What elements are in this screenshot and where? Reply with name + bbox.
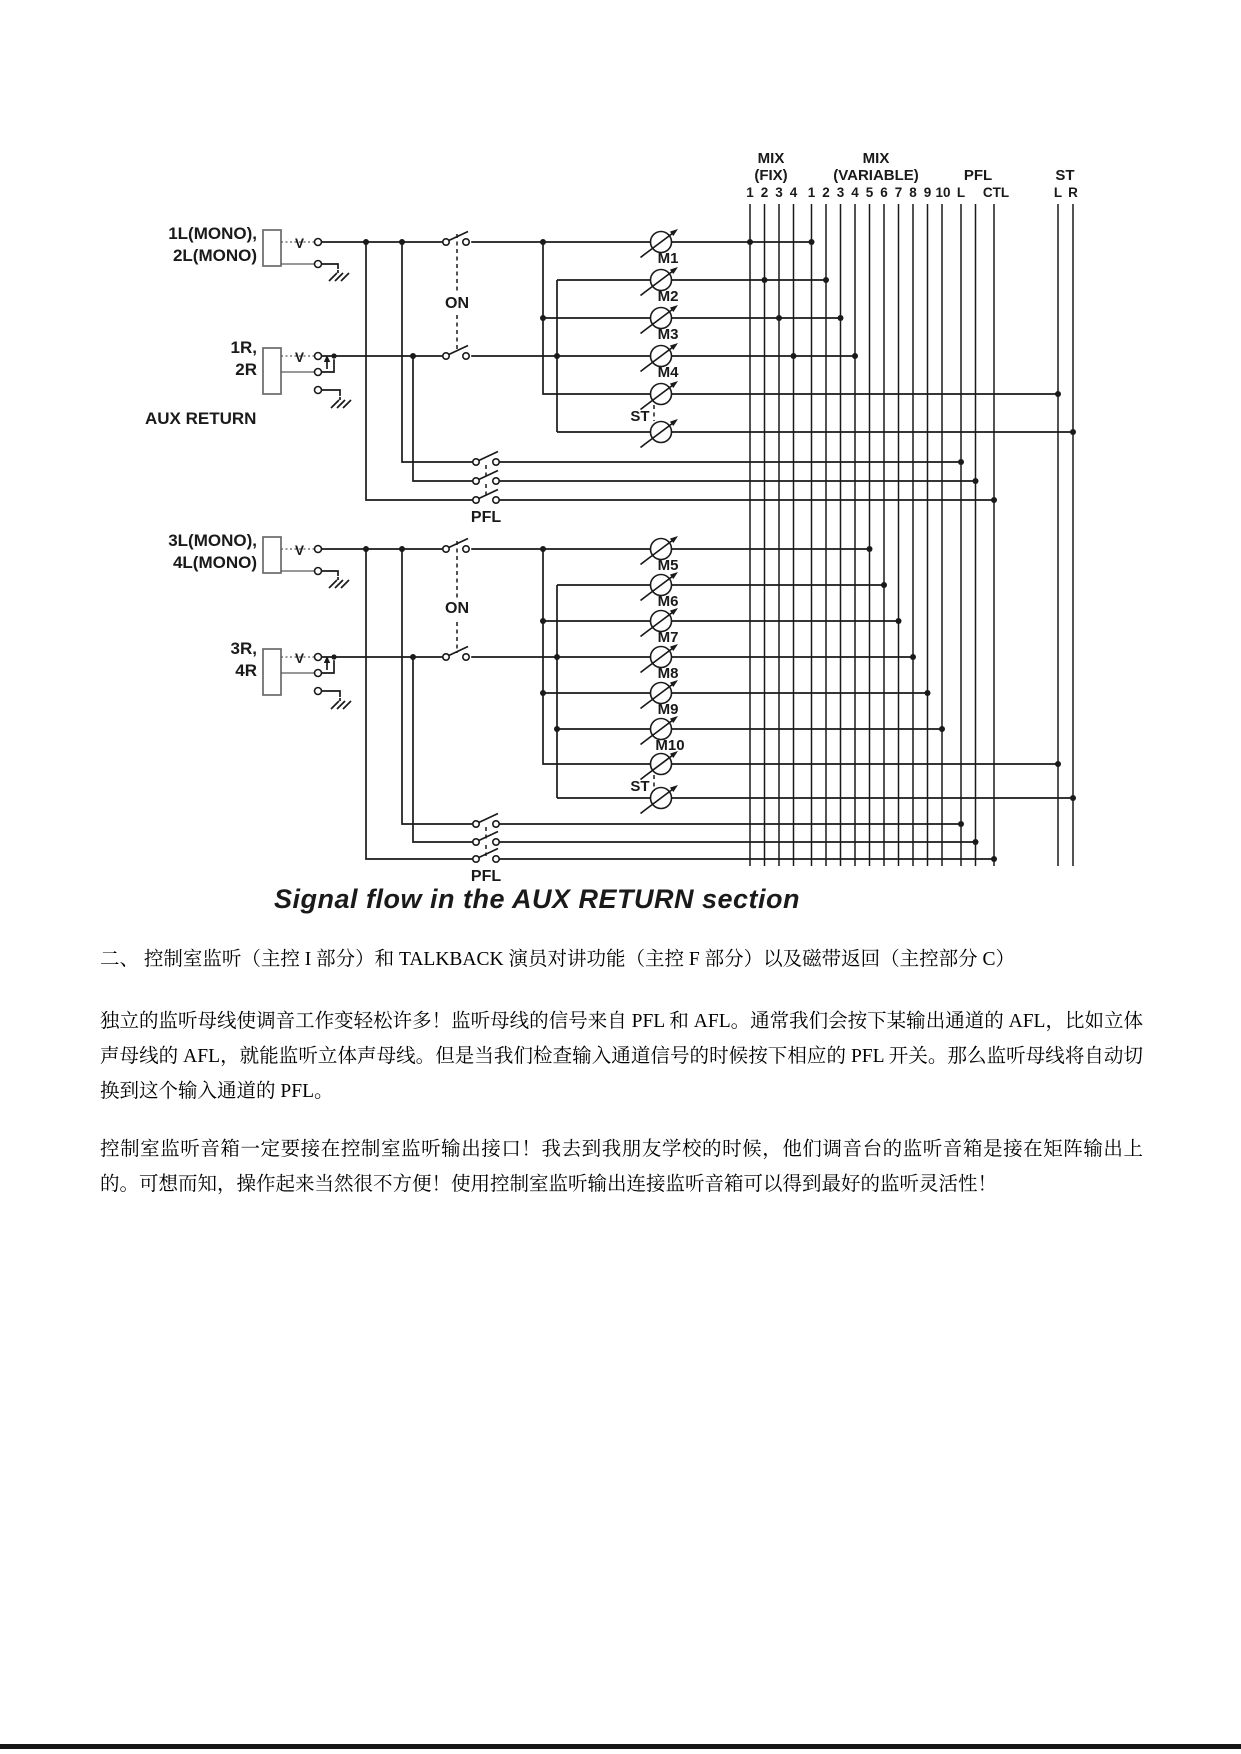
- pot-label: M1: [657, 250, 679, 267]
- on-switch-label: ON: [445, 600, 469, 617]
- level-pots-1-2: [630, 229, 679, 448]
- diagram-caption: Signal flow in the AUX RETURN section: [273, 884, 801, 914]
- pot-label: M6: [657, 593, 679, 610]
- page-bottom-border: [0, 1744, 1241, 1749]
- st-bus-l: L: [1053, 185, 1063, 200]
- pfl-bus-title: PFL: [963, 167, 993, 184]
- on-switch-1-2: [443, 232, 469, 360]
- st-bus-r: R: [1068, 185, 1078, 200]
- jack-1l-2l: [168, 224, 349, 281]
- paragraph: 独立的监听母线使调音工作变轻松许多！监听母线的信号来自 PFL 和 AFL。通常我们会按下某输出通道的 AFL，比如立体声母线的 AFL，就能监听立体声母线。但是当我们检查输入通道信号的时候按下相应的 PFL 开关。那么监听母线将自动切换到这个输入通道的 PFL。: [100, 1011, 1143, 1102]
- jack-label: 2R: [235, 360, 257, 379]
- jack-3r-4r: [231, 639, 351, 709]
- pot-label: M8: [657, 665, 679, 682]
- switch-icon: [443, 232, 469, 246]
- jack-1r-2r: [231, 338, 351, 408]
- pfl-switch-1-2: [471, 452, 501, 527]
- bus-num: 9: [923, 185, 932, 200]
- bus-num: 7: [894, 185, 903, 200]
- bus-num: 8: [909, 185, 917, 200]
- mix-fix-title: MIX: [757, 150, 785, 167]
- ground-icon: [331, 698, 351, 709]
- jack-label: 2L(MONO): [172, 246, 257, 265]
- pot-label: M7: [657, 629, 679, 646]
- bus-header-pfl: [957, 167, 1009, 200]
- pfl-switch-label: PFL: [470, 868, 502, 885]
- switch-icon: [443, 539, 469, 553]
- pot-icon: [641, 751, 679, 780]
- pfl-switch-3-4: [471, 814, 501, 886]
- pot-label: M2: [657, 288, 679, 305]
- jack-label: 1L(MONO),: [168, 224, 257, 243]
- bus-num: 6: [880, 185, 888, 200]
- mix-var-title: MIX: [862, 150, 890, 167]
- st-pot-label: ST: [630, 408, 650, 425]
- bus-num: 4: [789, 185, 798, 200]
- pot-label: M5: [657, 557, 679, 574]
- mix-var-subtitle: (VARIABLE): [833, 167, 919, 184]
- strip-aux-return-3-4: [168, 531, 1076, 885]
- bus-num: 5: [865, 185, 874, 200]
- on-switch-3-4: [443, 539, 469, 661]
- junction-dots: [331, 239, 1076, 503]
- bus-num: 3: [836, 185, 845, 200]
- bus-lines: [750, 204, 1073, 866]
- pfl-bus-l: L: [956, 185, 966, 200]
- article-body: [100, 942, 1143, 1225]
- pot-icon: [641, 381, 679, 410]
- ground-icon: [331, 397, 351, 408]
- on-switch-label: ON: [445, 295, 469, 312]
- section-heading: 二、 控制室监听（主控 I 部分）和 TALKBACK 演员对讲功能（主控 F 部分）以及磁带返回（主控部分 C）: [100, 949, 1015, 970]
- pfl-bus-ctl: CTL: [982, 185, 1010, 200]
- ground-icon: [329, 270, 349, 281]
- jack-label: 4R: [235, 661, 257, 680]
- tip-contact-mark: V: [295, 350, 305, 365]
- jack-label: 4L(MONO): [172, 553, 257, 572]
- pfl-switch-label: PFL: [470, 509, 502, 526]
- bus-num: 1: [807, 185, 816, 200]
- pot-label: M10: [655, 737, 685, 754]
- ground-icon: [329, 577, 349, 588]
- bus-num: 10: [935, 185, 951, 200]
- bus-num: 2: [822, 185, 830, 200]
- bus-header-st: [1054, 167, 1078, 200]
- paragraph: 控制室监听音箱一定要接在控制室监听输出接口！我去到我朋友学校的时候，他们调音台的监听音箱是接在矩阵输出上的。可想而知，操作起来当然很不方便！使用控制室监听输出连接监听音箱可以得到最好的监听灵活性！: [100, 1139, 1143, 1195]
- bus-num: 2: [760, 185, 769, 200]
- bus-header-mix-variable: [808, 150, 951, 200]
- st-pot-label: ST: [630, 778, 650, 795]
- strip-aux-return-1-2: [168, 224, 1076, 526]
- switch-icon: [443, 647, 469, 661]
- pot-label: M4: [657, 364, 679, 381]
- bus-num: 4: [851, 185, 859, 200]
- junction-dots: [331, 546, 1076, 862]
- jack-label: 1R,: [230, 338, 257, 357]
- tip-contact-mark: V: [295, 236, 305, 251]
- level-pots-3-4: [630, 536, 684, 814]
- section-label: AUX RETURN: [145, 409, 257, 428]
- switch-icon: [443, 346, 469, 360]
- jack-label: 3R,: [230, 639, 257, 658]
- jack-3l-4l: [168, 531, 349, 588]
- pot-label: M3: [657, 326, 679, 343]
- switch-icon: [473, 814, 499, 828]
- switch-icon: [473, 452, 499, 466]
- bus-num: 1: [746, 185, 754, 200]
- pot-label: M9: [657, 701, 679, 718]
- bus-num: 3: [775, 185, 783, 200]
- jack-label: 3L(MONO),: [168, 531, 257, 550]
- mix-fix-subtitle: (FIX): [754, 167, 788, 184]
- bus-header-mix-fix: [746, 150, 798, 200]
- st-bus-title: ST: [1055, 167, 1075, 184]
- tip-contact-mark: V: [295, 651, 305, 666]
- tip-contact-mark: V: [295, 543, 305, 558]
